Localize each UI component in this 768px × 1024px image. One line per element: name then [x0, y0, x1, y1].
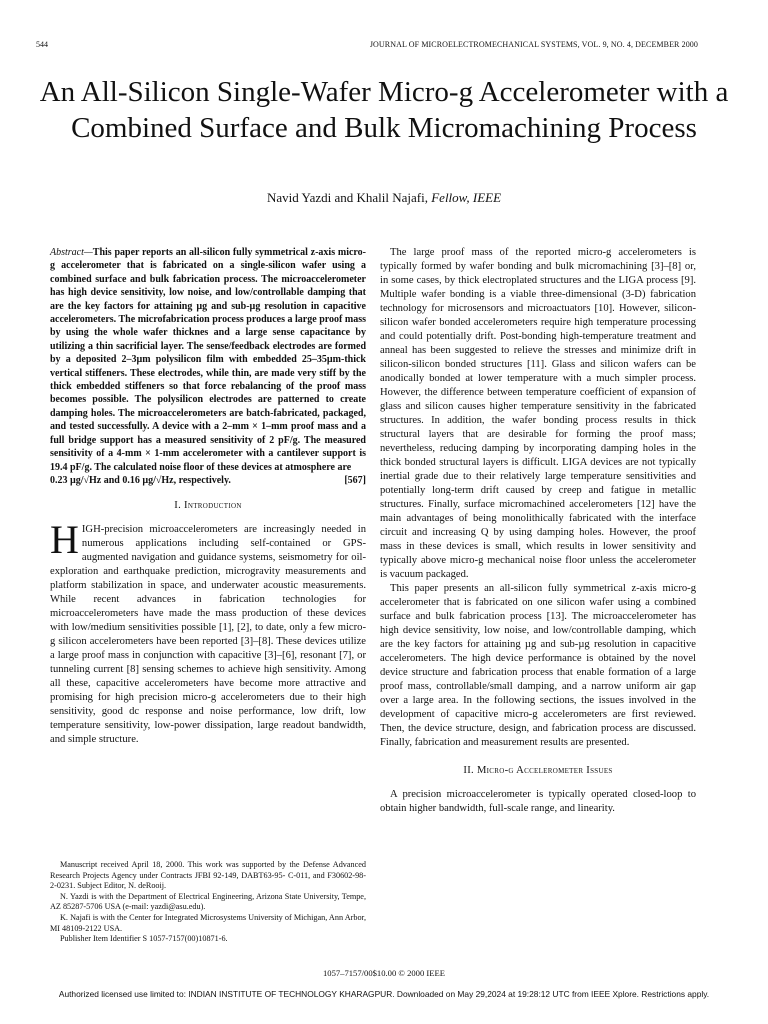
footnote-publisher-id: Publisher Item Identifier S 1057-7157(00)10871-6.: [60, 934, 228, 944]
section-number: II.: [463, 765, 474, 776]
abstract: [50, 246, 366, 487]
section-heading-issues: [380, 764, 696, 778]
right-paragraph-3: A precision microaccelerometer is typically operated closed-loop to obtain higher bandwidth, full-scale range, and linearity.: [380, 789, 696, 814]
intro-paragraph: [50, 517, 366, 747]
running-header: JOURNAL OF MICROELECTROMECHANICAL SYSTEMS, VOL. 9, NO. 4, DECEMBER 2000: [369, 40, 698, 49]
license-notice: Authorized licensed use limited to: INDIAN INSTITUTE OF TECHNOLOGY KHARAGPUR. Downloaded on May 29,2024 at 19:28:12 UTC from IEEE Xplore. Restrictions apply.: [58, 989, 710, 999]
paper-title: An All-Silicon Single-Wafer Micro-g Accelerometer with a Combined Surface and Bulk Micromachining Process: [39, 76, 729, 144]
copyright-line: 1057–7157/00$10.00 © 2000 IEEE: [322, 968, 446, 978]
right-column: [380, 246, 696, 816]
footnote-author-1: N. Yazdi is with the Department of Electrical Engineering, Arizona State University, Tempe, AZ 85287-5706 USA (e-mail: yazdi@asu.edu).: [50, 891, 366, 912]
drop-cap: H: [50, 517, 79, 563]
section-title: Introduction: [184, 500, 242, 512]
footnote-author-2: K. Najafi is with the Center for Integrated Microsystems University of Michigan, Ann Arbor, MI 48109-2122 USA.: [50, 912, 366, 933]
right-paragraph-1: The large proof mass of the reported micro-g accelerometers is typically formed by wafer bonding and bulk micromachining [3]–[8] or, in some cases, by thick electroplated structures and the LIGA process [9]. Multiple wafer bonding is a viable three-dimensional (3-D) fabrication technology for microsensors and microactuators [10]. However, silicon-silicon wafer bonded accelerometers require high temperature processing and could potentially drift. Post-bonding high-temperature treatment and anneal has been suggested to relieve the stresses and minimize drift in silicon-silicon bonded structures [11]. Glass and silicon wafers can be anodically bonded at lower temperature with a much simpler process. However, the difference between temperature coefficient of expansion of glass and silicon causes higher temperature sensitivity in the fabricated structures. In addition, the wafer bonding process results in thick structural layers that are desirable for forming the proof mass; nevertheless, reducing damping by incorporating damping holes in the thick bonded structural layers is difficult. LIGA devices are not typically inertial grade due to their relatively large temperature sensitivities and potentially long-term drift caused by creep and fatigue in metallic structures. Finally, surface micromachined accelerometers [12] have the main advantages of being monolithically fabricated with the interface circuit and increasing Q by using damping holes. However, the proof mass in these devices is small, which results in lower sensitivity and typically above micro-g mechanical noise floor unless the accelerometer is vacuum packaged.: [380, 247, 696, 580]
left-column: [50, 246, 366, 747]
abstract-tag: [567]: [344, 474, 366, 486]
authors: [0, 190, 768, 206]
author-names: Navid Yazdi and Khalil Najafi,: [266, 190, 428, 205]
abstract-text: This paper reports an all-silicon fully symmetrical z-axis micro-g accelerometer that is fabricated on a single-silicon wafer using a combined surface and bulk fabrication process. The microaccelerometer has high device sensitivity, low noise, and low/controllable damping that are the key factors for attaining µg and sub-µg resolution in capacitive accelerometers. The microfabrication process produces a large proof mass by using the whole wafer thicknes and a large sense capacitance by utilizing a thin sacrificial layer. The sense/feedback electrodes are formed by a deposited 2–3µm polysilicon film with embedded 25–35µm-thick vertical stiffeners. These electrodes, while thin, are made very stiff by the thick embedded stiffeners so that force rebalancing of the proof mass becomes possible. The polysilicon electrodes are patterned to create damping holes. The microaccelerometers are batch-fabricated, packaged, and tested successfully. A device with a 2–mm × 1–mm proof mass and a full bridge support has a measured sensitivity of 2 pF/g. The measured sensitivity of a 4-mm × 1-mm accelerometer with a cantilever support is 19.4 pF/g. The calculated noise floor of these devices at atmosphere are: [50, 247, 366, 473]
section-heading-introduction: [50, 499, 366, 513]
abstract-label: Abstract—: [50, 247, 93, 258]
right-paragraph-2: This paper presents an all-silicon fully symmetrical z-axis micro-g accelerometer that is fabricated on one silicon wafer using a combined surface and bulk fabrication process [13]. The microaccelerometer has high device sensitivity, low noise, and low/controllable damping, which are the key factors for attaining µg and sub-µg resolution in capacitive accelerometers. The high device performance is obtained by the novel device structure and fabrication process that enable formation of a large proof mass, controllable/small damping, and a narrow uniform air gap over a large area. In the following sections, the issues involved in the development of capacitive micro-g accelerometers are first reviewed. Then, the device structure, design, and fabrication process are discussed. Finally, fabrication and measurement results are presented.: [380, 583, 696, 748]
page-number: 544: [36, 40, 48, 49]
footnotes: [50, 860, 366, 945]
footnote-manuscript: Manuscript received April 18, 2000. This work was supported by the Defense Advanced Research Projects Agency under Contracts JFBI 92-149, DABT63-95- C-011, and F30602-98-2-0231. Subject Editor, N. deRooij.: [50, 860, 366, 891]
author-suffix: Fellow, IEEE: [431, 190, 502, 205]
abstract-last-line: 0.23 µg/√Hz and 0.16 µg/√Hz, respectively.: [50, 474, 231, 486]
section-number: I.: [174, 500, 182, 512]
section-title: Micro-g Accelerometer Issues: [476, 765, 613, 776]
intro-text: IGH-precision microaccelerometers are increasingly needed in numerous applications including self-contained or GPS-augmented navigation and guidance systems, seismometry for oil-exploration and earthquake prediction, microgravity measurements and platform stabilization in space, and underwater acoustic measurements. While recent advances in fabrication technologies for microaccelerometers have made the mass production of these devices with low/medium sensitivities possible [1], [2], to date, only a few micro-g silicon accelerometers have been reported [3]–[8]. These devices utilize a large proof mass in conjunction with capacitive [3]–[6], resonant [7], or tunneling current [8] sensing schemes to achieve high sensitivity. Among all these, capacitive accelerometers have become more attractive and promising for high precision micro-g accelerometers due to their high sensitivity, good dc response and noise performance, low drift, low temperature sensitivity, low-power dissipation, large readout bandwidth, and simple structure.: [50, 524, 366, 746]
